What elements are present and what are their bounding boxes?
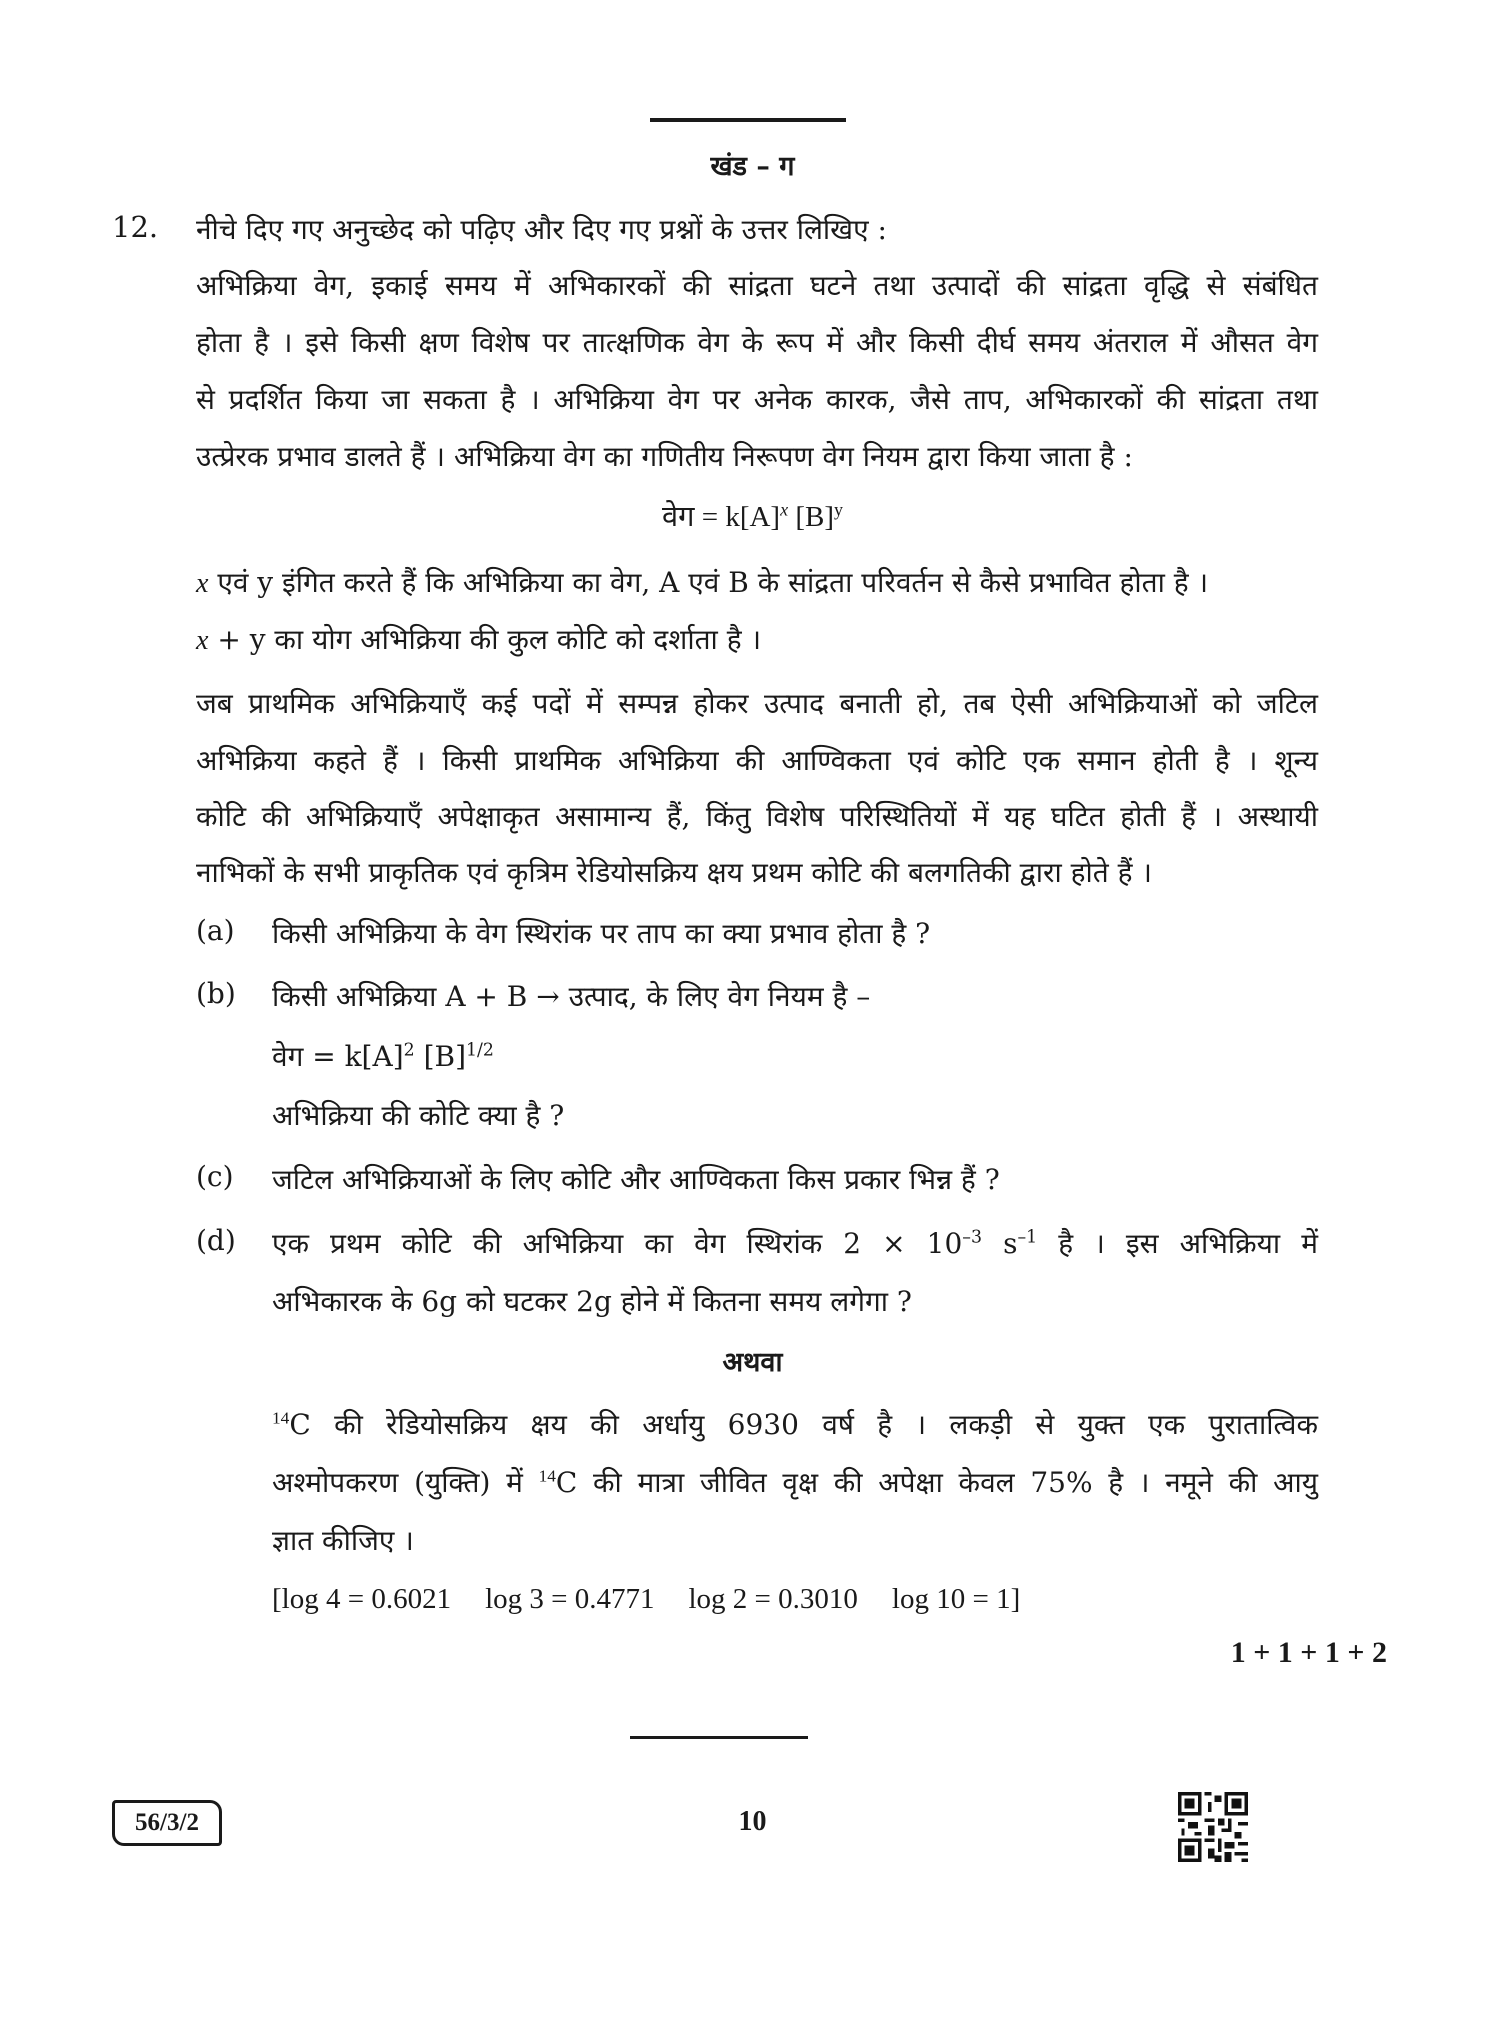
log-2: log 2 = 0.3010 bbox=[688, 1583, 858, 1615]
part-d-exp-1: –3 bbox=[962, 1227, 983, 1248]
part-b-exp-b: 1/2 bbox=[466, 1040, 494, 1061]
question-number: 12. bbox=[112, 210, 159, 244]
log-10: log 10 = 1] bbox=[891, 1583, 1021, 1615]
rate-law-formula bbox=[0, 496, 1505, 535]
passage-p2-line-2 bbox=[196, 620, 761, 658]
bottom-rule bbox=[630, 1736, 808, 1739]
part-b-rate-lhs: वेग = k[A] bbox=[272, 1040, 404, 1073]
rate-law-mid: [B] bbox=[788, 501, 834, 533]
passage-p3-line-1: जब प्राथमिक अभिक्रियाएँ कई पदों में सम्पन्न होकर उत्पाद बनाती हो, तब ऐसी अभिक्रियाओं को जटिल bbox=[196, 687, 1318, 720]
passage-p3-line-3: कोटि की अभिक्रियाएँ अपेक्षाकृत असामान्य हैं, किंतु विशेष परिस्थितियों में यह घटित होती हैं । अस्थायी bbox=[196, 800, 1318, 833]
part-a-label: (a) bbox=[196, 914, 235, 947]
alternative-line-1 bbox=[272, 1405, 1318, 1445]
rate-law-exp-y: y bbox=[834, 499, 843, 520]
part-d-pre: एक प्रथम कोटि की अभिक्रिया का वेग स्थिरांक 2 × 10 bbox=[272, 1227, 963, 1260]
part-c-label: (c) bbox=[196, 1160, 234, 1193]
alt-line-2-pre: अश्मोपकरण (युक्ति) में bbox=[272, 1466, 539, 1499]
passage-line-4: उत्प्रेरक प्रभाव डालते हैं । अभिक्रिया वेग का गणितीय निरूपण वेग नियम द्वारा किया जाता है : bbox=[196, 440, 1133, 473]
passage-p3-line-2: अभिक्रिया कहते हैं । किसी प्राथमिक अभिक्रिया की आण्विकता एवं कोटि एक समान होती है । शून्य bbox=[196, 744, 1318, 777]
alt-sup-14-b: 14 bbox=[538, 1466, 556, 1486]
passage-p2-line-2-text: + y का योग अभिक्रिया की कुल कोटि को दर्शाता है । bbox=[208, 623, 762, 656]
part-c-text: जटिल अभिक्रियाओं के लिए कोटि और आण्विकता किस प्रकार भिन्न हैं ? bbox=[272, 1163, 1000, 1196]
alt-line-1-text: C की रेडियोसक्रिय क्षय की अर्धायु 6930 वर्ष है । लकड़ी से युक्त एक पुरातात्विक bbox=[289, 1408, 1318, 1441]
alt-line-2-post: C की मात्रा जीवित वृक्ष की अपेक्षा केवल 75% है । नमूने की आयु bbox=[555, 1466, 1318, 1499]
part-d-line-1 bbox=[272, 1224, 1318, 1264]
paper-code: 56/3/2 bbox=[112, 1800, 222, 1846]
part-b-question: अभिक्रिया की कोटि क्या है ? bbox=[272, 1099, 565, 1132]
marks-distribution: 1 + 1 + 1 + 2 bbox=[1230, 1636, 1387, 1669]
part-a-text: किसी अभिक्रिया के वेग स्थिरांक पर ताप का क्या प्रभाव होता है ? bbox=[272, 917, 931, 950]
part-b-rate-mid: [B] bbox=[414, 1040, 467, 1073]
log-values bbox=[272, 1583, 1020, 1616]
part-b-exp-a: 2 bbox=[403, 1040, 415, 1061]
passage-line-1: अभिक्रिया वेग, इकाई समय में अभिकारकों की सांद्रता घटने तथा उत्पादों की सांद्रता वृद्धि से संबंधित bbox=[196, 269, 1318, 302]
variable-x: x bbox=[196, 625, 209, 656]
top-rule bbox=[650, 118, 846, 122]
alternative-line-2 bbox=[272, 1463, 1318, 1503]
passage-p2-line-1-text: एवं y इंगित करते हैं कि अभिक्रिया का वेग, A एवं B के सांद्रता परिवर्तन से कैसे प्रभावित होता है । bbox=[208, 566, 1209, 599]
passage-line-3: से प्रदर्शित किया जा सकता है । अभिक्रिया वेग पर अनेक कारक, जैसे ताप, अभिकारकों की सांद्रता तथा bbox=[196, 383, 1318, 416]
rate-law-exp-x: x bbox=[780, 499, 789, 520]
part-b-text: किसी अभिक्रिया A + B → उत्पाद, के लिए वेग नियम है – bbox=[272, 980, 871, 1013]
alternative-line-3: ज्ञात कीजिए । bbox=[272, 1524, 414, 1557]
or-label: अथवा bbox=[722, 1347, 783, 1378]
part-d-line-2: अभिकारक के 6g को घटकर 2g होने में कितना समय लगेगा ? bbox=[272, 1285, 912, 1318]
passage-line-2: होता है । इसे किसी क्षण विशेष पर तात्क्षणिक वेग के रूप में और किसी दीर्घ समय अंतराल में औसत वेग bbox=[196, 326, 1318, 359]
variable-x: x bbox=[196, 568, 209, 599]
section-title: खंड – ग bbox=[710, 151, 795, 182]
qr-code-icon bbox=[1178, 1792, 1248, 1862]
part-b-rate-law bbox=[272, 1037, 494, 1075]
log-4: [log 4 = 0.6021 bbox=[272, 1583, 452, 1615]
question-instruction: नीचे दिए गए अनुच्छेद को पढ़िए और दिए गए प्रश्नों के उत्तर लिखिए : bbox=[196, 213, 887, 246]
page-number: 10 bbox=[738, 1806, 767, 1837]
alt-sup-14-a: 14 bbox=[272, 1408, 290, 1428]
passage-p3-line-4: नाभिकों के सभी प्राकृतिक एवं कृत्रिम रेडियोसक्रिय क्षय प्रथम कोटि की बलगतिकी द्वारा होते हैं । bbox=[196, 856, 1152, 889]
part-b-label: (b) bbox=[196, 977, 236, 1010]
part-d-exp-2: –1 bbox=[1017, 1227, 1038, 1248]
passage-p2-line-1 bbox=[196, 563, 1208, 601]
part-d-label: (d) bbox=[196, 1224, 236, 1257]
rate-law-lhs: वेग = k[A] bbox=[662, 501, 781, 533]
part-d-post: है । इस अभिक्रिया में bbox=[1037, 1227, 1318, 1260]
part-d-mid: s bbox=[982, 1227, 1018, 1260]
log-3: log 3 = 0.4771 bbox=[485, 1583, 655, 1615]
